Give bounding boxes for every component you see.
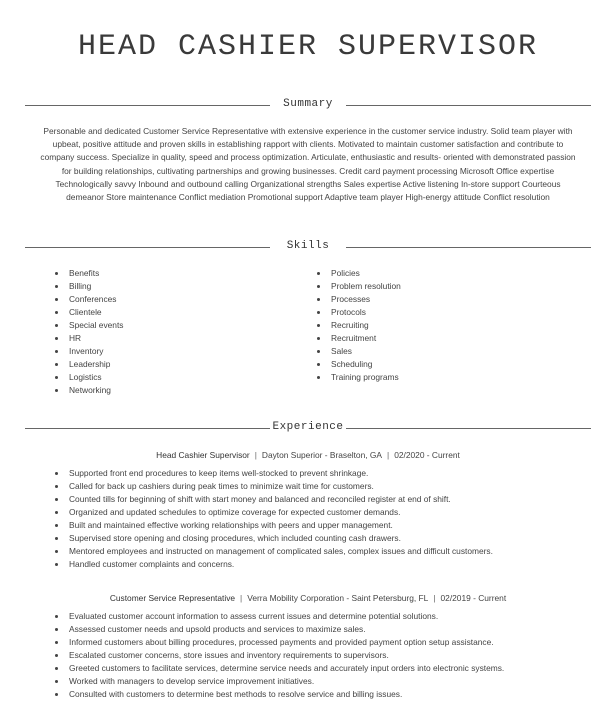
job-bullet: Escalated customer concerns, store issues and inventory requirements to supervisors. <box>55 649 595 662</box>
skill-item: Billing <box>55 280 123 293</box>
skill-item: Logistics <box>55 371 123 384</box>
divider-line <box>346 428 591 429</box>
job-bullet: Consulted with customers to determine best methods to resolve service and billing issues. <box>55 688 595 701</box>
job-title: Head Cashier Supervisor <box>156 450 250 460</box>
job-header: Head Cashier Supervisor | Dayton Superior - Braselton, GA | 02/2020 - Current <box>156 450 460 460</box>
job-bullet: Evaluated customer account information to assess current issues and determine potential solutions. <box>55 610 595 623</box>
skill-item: Networking <box>55 384 123 397</box>
skill-item: Clientele <box>55 306 123 319</box>
skill-item: HR <box>55 332 123 345</box>
summary-text: Personable and dedicated Customer Service Representative with extensive experience in the customer service industry. Solid team player with upbeat, positive attitude and proven skills in establishing rapport with clients. Motivated to maintain customer satisfaction and contribute to company success. Specialize in quality, speed and process optimization. Articulate, enthusiastic and results- oriented with demonstrated passion for building relationships, cultivating partnerships and growing businesses. Credit card payment processing Microsoft Office expertise Technologically savvy Inbound and outbound calling Organizational strengths Sales expertise Active listening In-store support Courteous demeanor Store maintenance Conflict mediation Promotional support Adaptive team player High-energy attitude Conflict resolution <box>40 126 576 203</box>
job-bullet: Greeted customers to facilitate services, determine service needs and accurately input orders into electronic systems. <box>55 662 595 675</box>
job-bullet: Worked with managers to develop service improvement initiatives. <box>55 675 595 688</box>
job-company: Dayton Superior - Braselton, GA <box>261 450 383 460</box>
job-bullet: Supported front end procedures to keep items well-stocked to prevent shrinkage. <box>55 467 595 480</box>
experience-heading: Experience <box>272 421 344 433</box>
divider-line <box>346 247 591 248</box>
skill-item: Leadership <box>55 358 123 371</box>
divider-line <box>346 105 591 106</box>
skill-item: Recruitment <box>317 332 401 345</box>
skills-list-left <box>55 267 123 397</box>
skill-item: Problem resolution <box>317 280 401 293</box>
skill-item: Conferences <box>55 293 123 306</box>
job-title: Customer Service Representative <box>109 593 236 603</box>
job-bullet: Assessed customer needs and upsold products and services to maximize sales. <box>55 623 595 636</box>
job-bullet: Mentored employees and instructed on management of complicated sales, complex issues and difficult customers. <box>55 545 595 558</box>
job-dates: 02/2019 - Current <box>440 593 507 603</box>
skill-item: Processes <box>317 293 401 306</box>
job-bullet: Built and maintained effective working relationships with peers and upper management. <box>55 519 595 532</box>
job-bullet: Called for back up cashiers during peak times to minimize wait time for customers. <box>55 480 595 493</box>
skills-list-right <box>317 267 401 384</box>
job-dates: 02/2020 - Current <box>394 450 460 460</box>
job-bullet: Supervised store opening and closing procedures, which included counting cash drawers. <box>55 532 595 545</box>
skill-item: Scheduling <box>317 358 401 371</box>
job-bullet: Handled customer complaints and concerns. <box>55 558 595 571</box>
skill-item: Protocols <box>317 306 401 319</box>
skill-item: Benefits <box>55 267 123 280</box>
skills-section-header <box>25 240 591 254</box>
skill-item: Special events <box>55 319 123 332</box>
job-bullet: Counted tills for beginning of shift with start money and balanced and reconciled register at end of shift. <box>55 493 595 506</box>
experience-section-header <box>25 421 591 435</box>
job-bullet: Informed customers about billing procedures, processed payments and provided payment option setup assistance. <box>55 636 595 649</box>
skill-item: Training programs <box>317 371 401 384</box>
skill-item: Policies <box>317 267 401 280</box>
skill-item: Recruiting <box>317 319 401 332</box>
job-bullet: Organized and updated schedules to optimize coverage for expected customer demands. <box>55 506 595 519</box>
skills-heading: Skills <box>286 240 330 252</box>
skill-item: Inventory <box>55 345 123 358</box>
job-header: Customer Service Representative | Verra Mobility Corporation - Saint Petersburg, FL | 02/2019 - Current <box>109 593 507 603</box>
summary-section-header <box>25 98 591 112</box>
job-bullets <box>55 467 595 571</box>
job-bullets <box>55 610 595 701</box>
job-company: Verra Mobility Corporation - Saint Petersburg, FL <box>247 593 429 603</box>
summary-heading: Summary <box>283 98 333 110</box>
skill-item: Sales <box>317 345 401 358</box>
resume-name: HEAD CASHIER SUPERVISOR <box>77 30 539 64</box>
